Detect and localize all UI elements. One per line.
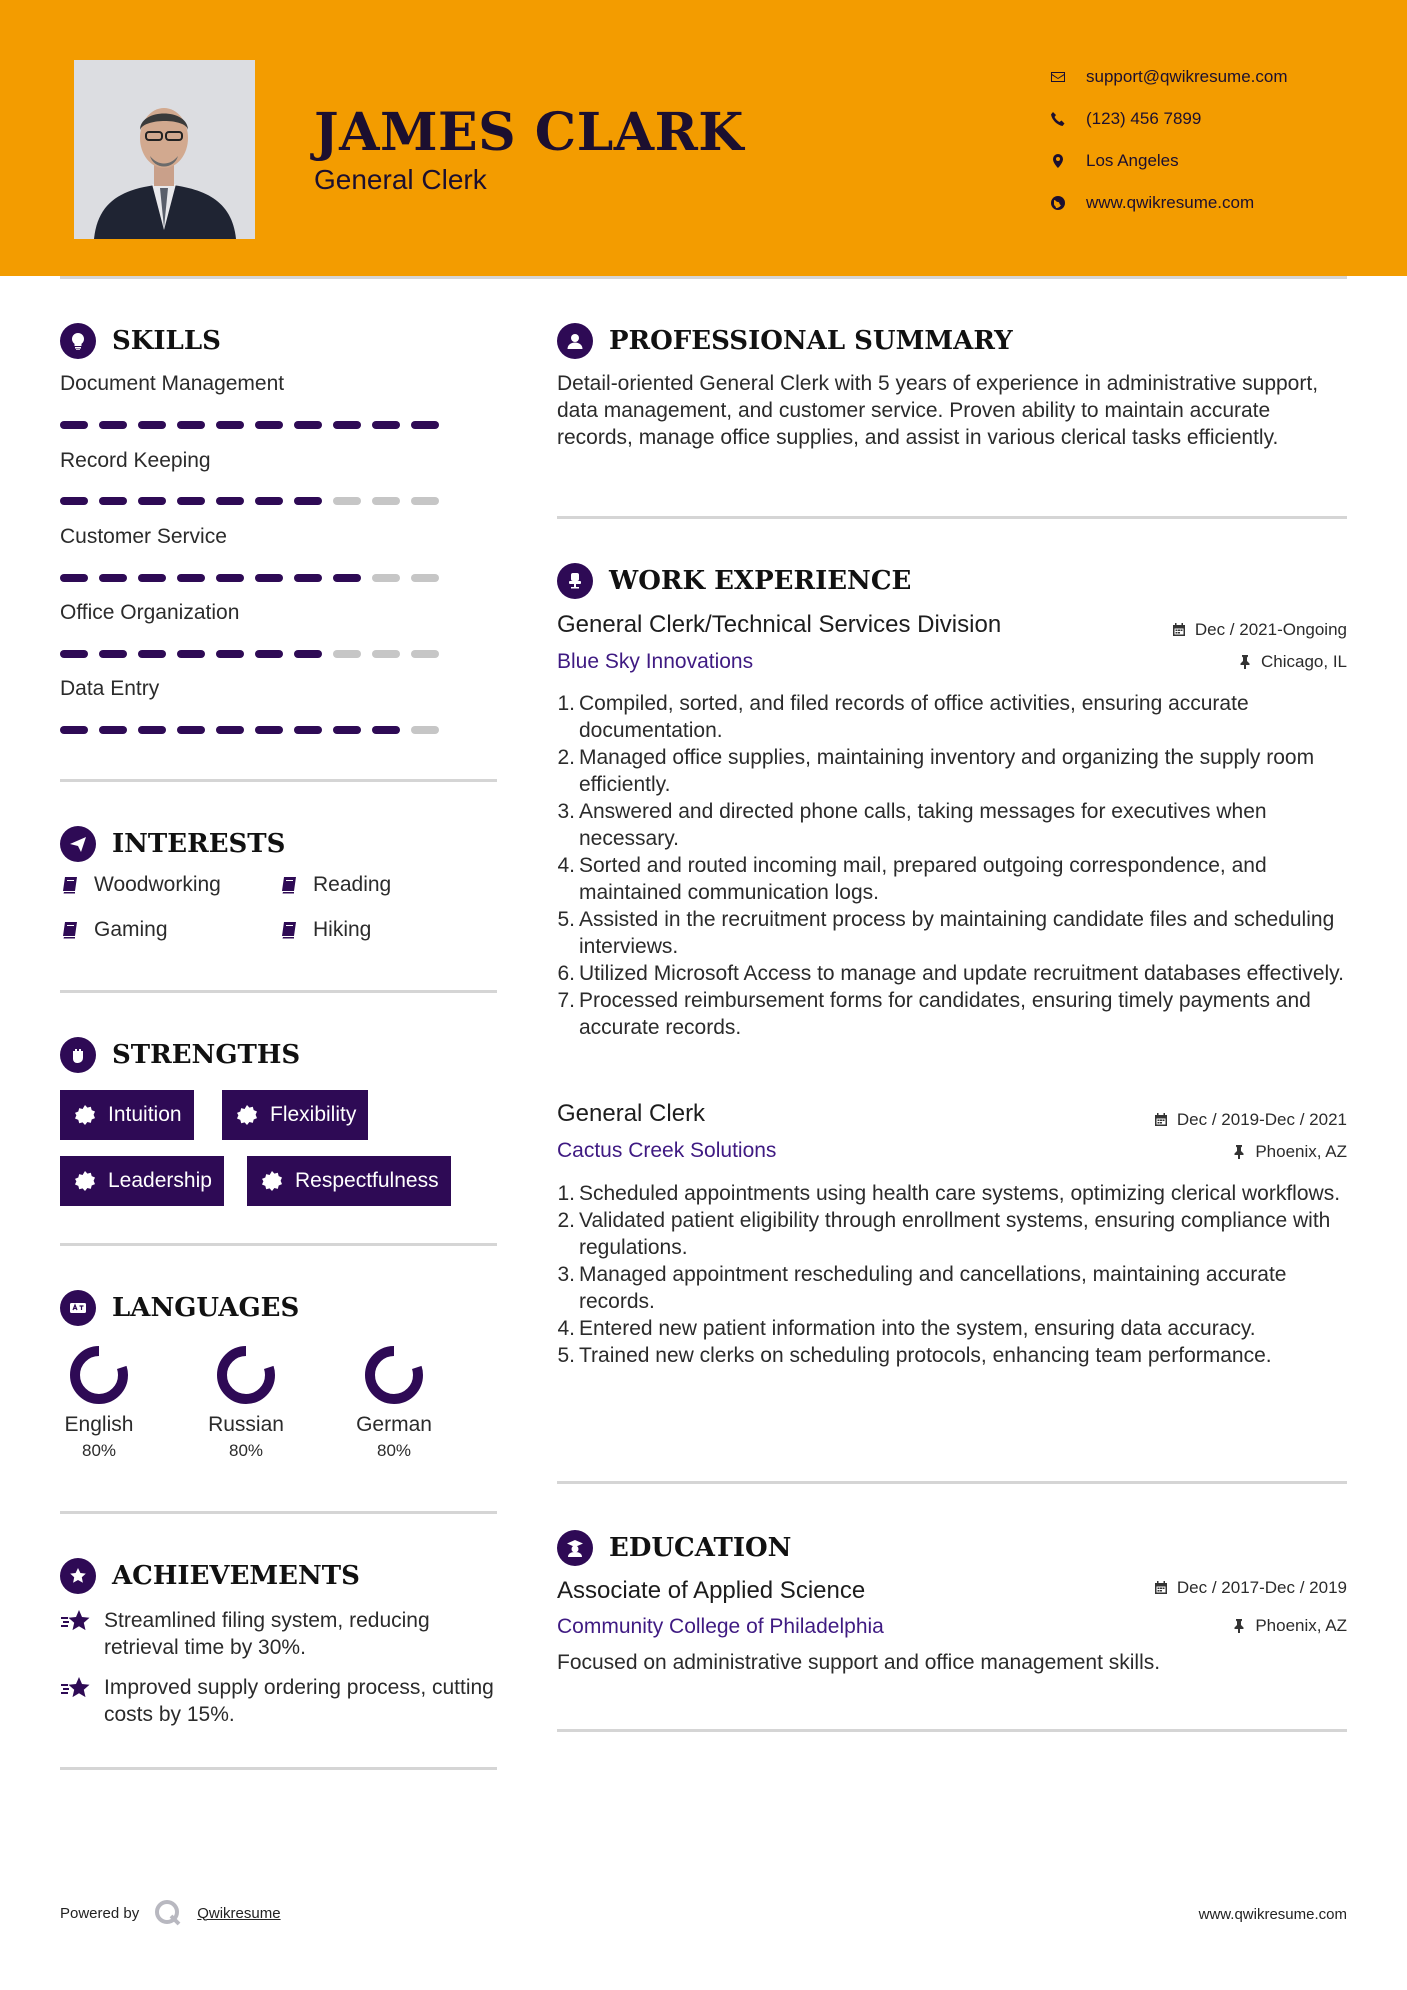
skill-name: Customer Service	[60, 525, 227, 548]
fist-icon	[60, 1037, 96, 1073]
powered-by-label: Powered by	[60, 1904, 140, 1922]
achievements-heading	[60, 1558, 360, 1594]
skill-segment-empty	[372, 650, 400, 658]
skill-segment-empty	[333, 497, 361, 505]
strength-label: Leadership	[108, 1169, 212, 1192]
strengths-title: STRENGTHS	[112, 1040, 301, 1070]
skill-segment-filled	[138, 421, 166, 429]
skill-segment-filled	[216, 421, 244, 429]
skill-bar	[60, 726, 450, 734]
contact-list	[1050, 56, 1288, 224]
achievement-text: Improved supply ordering process, cutting costs by 15%.	[104, 1676, 494, 1726]
list-item: 2 . Validated patient eligibility through enrollment systems, ensuring compliance with regulations.	[557, 1207, 1357, 1261]
skill-segment-filled	[177, 650, 205, 658]
skill-segment-filled	[255, 574, 283, 582]
job-company: Blue Sky Innovations	[557, 650, 754, 673]
skill-segment-filled	[177, 726, 205, 734]
skill-segment-filled	[99, 574, 127, 582]
summary-text: Detail-oriented General Clerk with 5 years of experience in administrative support, data management, and customer service. Proven ability to maintain accurate records, manage office supplies, and assist in various clerical tasks efficiently.	[557, 372, 1319, 449]
skill-segment-filled	[216, 574, 244, 582]
skill-name: Office Organization	[60, 601, 240, 624]
section-divider	[60, 1511, 497, 1514]
skill-segment-filled	[255, 650, 283, 658]
interests-title: INTERESTS	[112, 829, 286, 859]
skill-segment-filled	[216, 726, 244, 734]
achievement-item	[60, 1607, 500, 1661]
skill-segment-filled	[138, 650, 166, 658]
skill-segment-empty	[372, 497, 400, 505]
job-dates	[1153, 1110, 1347, 1130]
paper-plane-icon	[60, 826, 96, 862]
calendar-icon	[1153, 1112, 1169, 1128]
skill-segment-empty	[333, 650, 361, 658]
interest-label: Hiking	[313, 918, 372, 941]
skill-segment-filled	[138, 497, 166, 505]
skill-segment-filled	[372, 421, 400, 429]
badge-icon	[261, 1170, 283, 1192]
strength-chip	[222, 1090, 368, 1140]
book-icon	[60, 875, 80, 895]
phone-icon	[1050, 111, 1086, 127]
education-location-text: Phoenix, AZ	[1255, 1616, 1347, 1635]
footer-site-link[interactable]: www.qwikresume.com	[1198, 1906, 1347, 1923]
achievements-title: ACHIEVEMENTS	[112, 1561, 360, 1591]
skill-segment-empty	[411, 497, 439, 505]
skill-bar	[60, 421, 450, 429]
skill-bar	[60, 650, 450, 658]
skill-segment-filled	[255, 726, 283, 734]
strength-label: Respectfulness	[295, 1169, 439, 1192]
skill-segment-filled	[60, 650, 88, 658]
contact-email-text: support@qwikresume.com	[1086, 67, 1288, 86]
job-title: General Clerk/Technical Services Division	[557, 611, 1002, 638]
book-icon	[279, 875, 299, 895]
skill-segment-filled	[60, 497, 88, 505]
language-ring-arc	[370, 1351, 418, 1399]
job-bullets	[557, 1180, 1357, 1369]
language-item	[334, 1343, 454, 1461]
pushpin-icon	[1231, 1618, 1247, 1634]
resume-header	[0, 0, 1407, 276]
skill-segment-filled	[177, 421, 205, 429]
experience-title: WORK EXPERIENCE	[609, 566, 912, 596]
skill-segment-filled	[60, 726, 88, 734]
section-divider	[60, 990, 497, 993]
job-location-text: Chicago, IL	[1261, 652, 1347, 671]
skill-segment-filled	[99, 421, 127, 429]
education-heading	[557, 1530, 791, 1566]
skill-segment-filled	[99, 497, 127, 505]
education-title: EDUCATION	[609, 1533, 792, 1563]
language-ring	[67, 1343, 131, 1407]
star-speed-icon	[60, 1609, 92, 1635]
strength-label: Intuition	[108, 1103, 182, 1126]
language-percent: 80%	[376, 1441, 412, 1460]
skill-segment-filled	[294, 726, 322, 734]
pushpin-icon	[1231, 1144, 1247, 1160]
education-dates	[1153, 1578, 1347, 1598]
job-company: Cactus Creek Solutions	[557, 1139, 777, 1162]
skill-segment-filled	[333, 574, 361, 582]
list-item: 7 . Processed reimbursement forms for candidates, ensuring timely payments and accurate records.	[557, 987, 1357, 1041]
contact-phone-text: (123) 456 7899	[1086, 109, 1202, 128]
section-divider	[557, 516, 1347, 519]
interest-item	[60, 918, 168, 942]
interest-label: Gaming	[94, 918, 168, 941]
language-name: Russian	[208, 1413, 284, 1436]
contact-website[interactable]	[1050, 182, 1288, 224]
list-item: 3 . Managed appointment rescheduling and cancellations, maintaining accurate records.	[557, 1261, 1357, 1315]
achievement-item	[60, 1674, 500, 1728]
contact-website-text: www.qwikresume.com	[1086, 193, 1255, 212]
strengths-heading	[60, 1037, 300, 1073]
skill-segment-filled	[294, 497, 322, 505]
skill-segment-filled	[99, 650, 127, 658]
interest-item	[60, 873, 221, 897]
lightbulb-icon	[60, 323, 96, 359]
list-item: 4 . Sorted and routed incoming mail, prepared outgoing correspondence, and maintained communication logs.	[557, 852, 1357, 906]
skills-heading	[60, 323, 221, 359]
language-item	[186, 1343, 306, 1461]
language-ring-arc	[222, 1351, 270, 1399]
skill-segment-filled	[411, 421, 439, 429]
section-divider	[60, 779, 497, 782]
star-speed-icon	[60, 1676, 92, 1702]
skill-segment-filled	[294, 421, 322, 429]
list-item: 2 . Managed office supplies, maintaining inventory and organizing the supply room efficiently.	[557, 744, 1357, 798]
skill-segment-filled	[138, 574, 166, 582]
list-item: 5 . Assisted in the recruitment process by maintaining candidate files and scheduling interviews.	[557, 906, 1357, 960]
candidate-name: JAMES CLARK	[314, 102, 745, 163]
skill-segment-filled	[177, 574, 205, 582]
skill-segment-empty	[411, 650, 439, 658]
skill-segment-filled	[372, 726, 400, 734]
footer-powered-by	[60, 1898, 281, 1928]
list-item: 3 . Answered and directed phone calls, taking messages for executives when necessary.	[557, 798, 1357, 852]
strength-chip	[60, 1090, 194, 1140]
envelope-icon	[1050, 69, 1086, 85]
summary-title: PROFESSIONAL SUMMARY	[609, 326, 1013, 356]
section-divider	[557, 1729, 1347, 1732]
interest-item	[279, 918, 371, 942]
education-school: Community College of Philadelphia	[557, 1615, 884, 1638]
education-location	[1231, 1616, 1347, 1636]
skill-segment-filled	[216, 497, 244, 505]
interest-label: Woodworking	[94, 873, 221, 896]
section-divider	[60, 1243, 497, 1246]
job-location-text: Phoenix, AZ	[1255, 1142, 1347, 1161]
office-chair-icon	[557, 563, 593, 599]
list-item: 4 . Entered new patient information into the system, ensuring data accuracy.	[557, 1315, 1357, 1342]
education-description: Focused on administrative support and office management skills.	[557, 1651, 1161, 1674]
brand-link[interactable]: Qwikresume	[197, 1904, 281, 1922]
skill-segment-filled	[216, 650, 244, 658]
languages-heading	[60, 1290, 299, 1326]
skill-segment-filled	[333, 421, 361, 429]
skill-bar	[60, 574, 450, 582]
globe-icon	[1050, 195, 1086, 211]
skill-segment-empty	[411, 726, 439, 734]
skill-name: Document Management	[60, 372, 285, 395]
achievement-text: Streamlined filing system, reducing retrieval time by 30%.	[104, 1609, 430, 1659]
list-item: 6 . Utilized Microsoft Access to manage and update recruitment databases effectively.	[557, 960, 1357, 987]
translate-icon	[60, 1290, 96, 1326]
strength-chip	[247, 1156, 451, 1206]
language-name: German	[356, 1413, 432, 1436]
skill-segment-empty	[411, 574, 439, 582]
skill-bar	[60, 497, 450, 505]
interest-label: Reading	[313, 873, 392, 896]
star-badge-icon	[60, 1558, 96, 1594]
skill-segment-filled	[99, 726, 127, 734]
job-title: General Clerk	[557, 1100, 706, 1127]
education-dates-text: Dec / 2017-Dec / 2019	[1176, 1578, 1347, 1597]
interests-heading	[60, 826, 285, 862]
skill-segment-filled	[177, 497, 205, 505]
calendar-icon	[1153, 1580, 1169, 1596]
person-portrait-icon	[74, 60, 255, 239]
skill-segment-filled	[294, 650, 322, 658]
calendar-icon	[1171, 622, 1187, 638]
education-degree: Associate of Applied Science	[557, 1577, 866, 1604]
map-pin-icon	[1050, 153, 1086, 169]
badge-icon	[74, 1170, 96, 1192]
job-dates	[1171, 620, 1347, 640]
book-icon	[60, 920, 80, 940]
language-percent: 80%	[81, 1441, 117, 1460]
language-name: English	[64, 1413, 134, 1436]
list-item: 1 . Compiled, sorted, and filed records of office activities, ensuring accurate documentation.	[557, 690, 1357, 744]
header-divider	[60, 276, 1347, 279]
user-icon	[557, 323, 593, 359]
job-bullets	[557, 690, 1357, 1041]
interest-item	[279, 873, 391, 897]
graduate-icon	[557, 1530, 593, 1566]
language-ring	[214, 1343, 278, 1407]
section-divider	[557, 1481, 1347, 1484]
contact-email[interactable]	[1050, 56, 1288, 98]
skill-segment-filled	[255, 497, 283, 505]
strength-label: Flexibility	[270, 1103, 357, 1126]
badge-icon	[74, 1104, 96, 1126]
list-item: 5 . Trained new clerks on scheduling protocols, enhancing team performance.	[557, 1342, 1357, 1369]
contact-location-text: Los Angeles	[1086, 151, 1179, 170]
job-dates-text: Dec / 2019-Dec / 2021	[1176, 1110, 1347, 1129]
list-item: 1 . Scheduled appointments using health care systems, optimizing clerical workflows.	[557, 1180, 1357, 1207]
skill-segment-filled	[294, 574, 322, 582]
book-icon	[279, 920, 299, 940]
job-dates-text: Dec / 2021-Ongoing	[1194, 620, 1347, 639]
languages-title: LANGUAGES	[112, 1293, 300, 1323]
summary-heading	[557, 323, 1013, 359]
skill-segment-filled	[255, 421, 283, 429]
contact-location	[1050, 140, 1288, 182]
language-ring-arc	[75, 1351, 123, 1399]
candidate-role: General Clerk	[314, 164, 487, 195]
job-location	[1231, 1142, 1347, 1162]
skill-name: Data Entry	[60, 677, 160, 700]
job-location	[1237, 652, 1347, 672]
skill-segment-filled	[333, 726, 361, 734]
qwikresume-logo-icon	[153, 1898, 183, 1928]
skills-title: SKILLS	[112, 326, 221, 356]
language-ring	[362, 1343, 426, 1407]
badge-icon	[236, 1104, 258, 1126]
language-item	[39, 1343, 159, 1461]
strength-chip	[60, 1156, 224, 1206]
skill-segment-filled	[60, 574, 88, 582]
skill-segment-filled	[60, 421, 88, 429]
pushpin-icon	[1237, 654, 1253, 670]
skill-segment-filled	[138, 726, 166, 734]
skill-name: Record Keeping	[60, 449, 211, 472]
language-percent: 80%	[228, 1441, 264, 1460]
section-divider	[60, 1767, 497, 1770]
skill-segment-empty	[372, 574, 400, 582]
profile-photo	[74, 60, 255, 239]
contact-phone[interactable]	[1050, 98, 1288, 140]
experience-heading	[557, 563, 911, 599]
